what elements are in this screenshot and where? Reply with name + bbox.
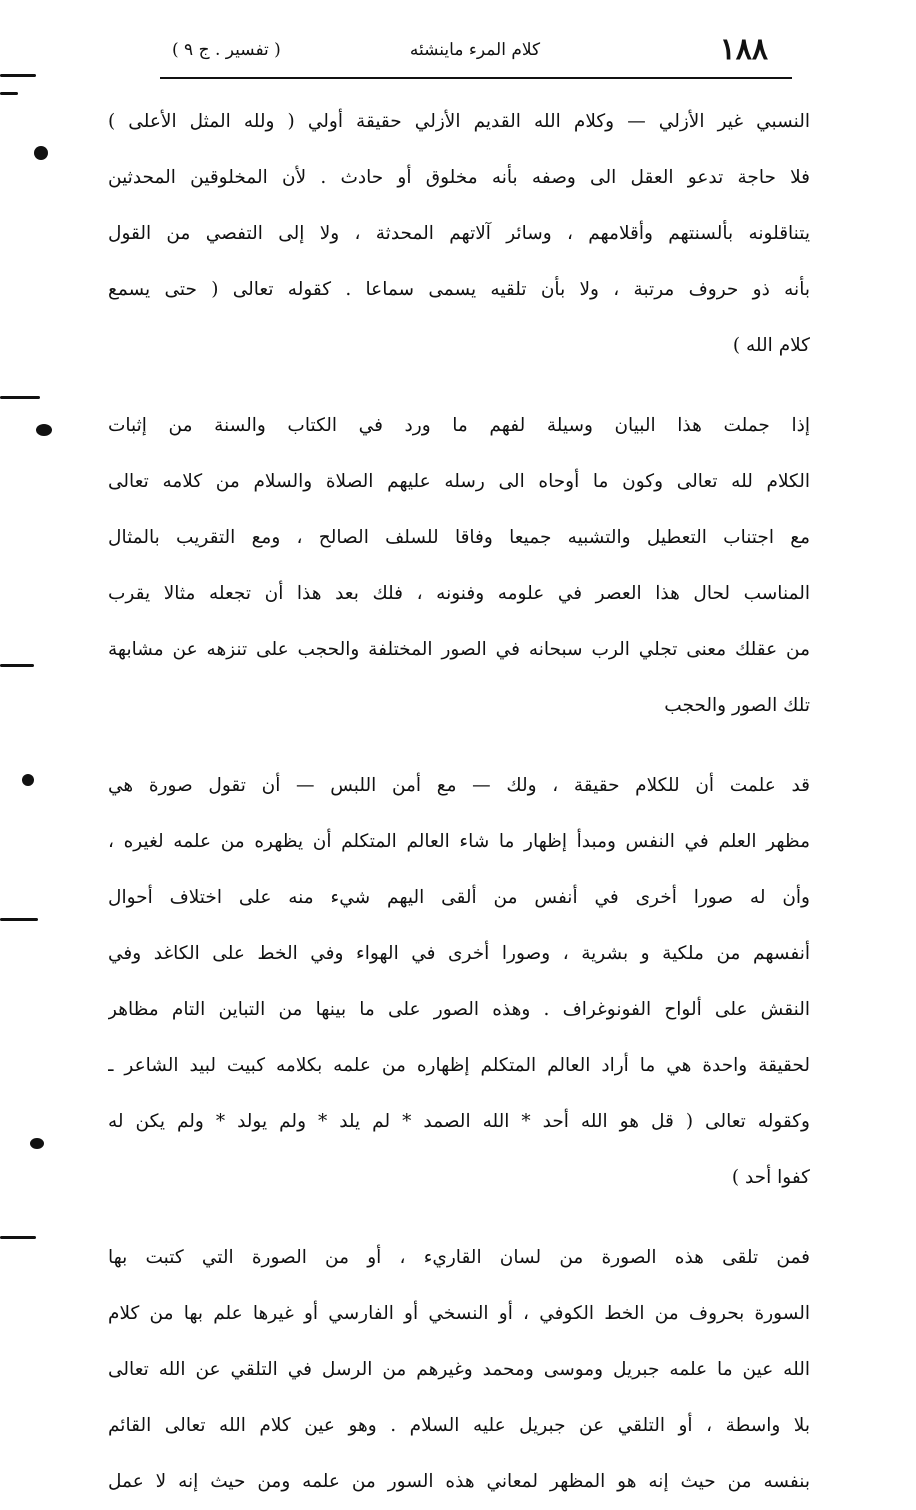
page-header bbox=[160, 32, 790, 76]
paragraph-2 bbox=[108, 398, 810, 734]
text-line: تلك الصور والحجب bbox=[664, 695, 810, 716]
text-line: الله عين ما علمه جبريل وموسى ومحمد وغيرهم من الرسل في التلقي عن الله تعالى bbox=[108, 1359, 810, 1380]
text-line: قد علمت أن للكلام حقيقة ، ولك — مع أمن اللبس — أن تقول صورة هي bbox=[108, 775, 810, 796]
text-line: مع اجتناب التعطيل والتشبيه جميعا وفاقا للسلف الصالح ، ومع التقريب بالمثال bbox=[108, 527, 810, 548]
text-line: يتناقلونه بألسنتهم وأقلامهم ، وسائر آلاتهم المحدثة ، ولا إلى التفصي من القول bbox=[108, 223, 810, 244]
running-title: كلام المرء ماينشئه bbox=[409, 40, 541, 60]
text-line: مظهر العلم في النفس ومبدأ إظهار ما شاء العالم المتكلم أن يظهره من علمه لغيره ، bbox=[108, 831, 810, 852]
text-line: كلام الله ) bbox=[732, 335, 810, 356]
text-line: فلا حاجة تدعو العقل الى وصفه بأنه مخلوق أو حادث . لأن المخلوقين المحدثين bbox=[108, 167, 810, 188]
scan-blot bbox=[22, 774, 34, 786]
text-line: أنفسهم من ملكية و بشرية ، وصورا أخرى في الهواء وفي الخط على الكاغد وفي bbox=[108, 943, 810, 964]
paragraph-4 bbox=[108, 1230, 810, 1510]
text-line: كفوا أحد ) bbox=[731, 1167, 810, 1188]
text-line: النقش على ألواح الفونوغراف . وهذه الصور على ما بينها من التباين التام مظاهر bbox=[108, 999, 810, 1020]
text-line: بنفسه من حيث إنه هو المظهر لمعاني هذه السور من علمه ومن حيث إنه لا عمل bbox=[108, 1471, 810, 1492]
page-number: ١٨٨ bbox=[719, 32, 768, 67]
binding-mark bbox=[0, 918, 38, 921]
binding-mark bbox=[0, 92, 18, 95]
scan-blot bbox=[34, 146, 48, 160]
binding-mark bbox=[0, 396, 40, 399]
text-line: النسبي غير الأزلي — وكلام الله القديم الأزلي حقيقة أولي ( ولله المثل الأعلى ) bbox=[108, 111, 810, 132]
page-body bbox=[108, 94, 810, 1510]
text-line: لحقيقة واحدة هي ما أراد العالم المتكلم إظهاره من علمه بكلامه كبيت لبيد الشاعر ـ bbox=[108, 1055, 810, 1076]
binding-mark bbox=[0, 74, 36, 77]
paragraph-3 bbox=[108, 758, 810, 1206]
text-line: المناسب لحال هذا العصر في علومه وفنونه ، فلك بعد هذا أن تجعله مثالا يقرب bbox=[108, 583, 810, 604]
binding-mark bbox=[0, 1236, 36, 1239]
text-line: السورة بحروف من الخط الكوفي ، أو النسخي أو الفارسي أو غيرها علم بها من كلام bbox=[108, 1303, 810, 1324]
text-line: وكقوله تعالى ( قل هو الله أحد * الله الصمد * لم يلد * ولم يولد * ولم يكن له bbox=[108, 1111, 810, 1132]
binding-mark bbox=[0, 664, 34, 667]
volume-reference: ( تفسير . ج ٩ ) bbox=[172, 40, 281, 60]
scan-blot bbox=[30, 1138, 44, 1149]
header-rule bbox=[160, 77, 792, 79]
text-line: بأنه ذو حروف مرتبة ، ولا بأن تلقيه يسمى سماعا . كقوله تعالى ( حتى يسمع bbox=[108, 279, 810, 300]
text-line: فمن تلقى هذه الصورة من لسان القاريء ، أو من الصورة التي كتبت بها bbox=[108, 1247, 810, 1268]
scan-blot bbox=[36, 424, 52, 436]
text-line: الكلام لله تعالى وكون ما أوحاه الى رسله عليهم الصلاة والسلام من كلامه تعالى bbox=[108, 471, 810, 492]
paragraph-1 bbox=[108, 94, 810, 374]
text-line: إذا جملت هذا البيان وسيلة لفهم ما ورد في الكتاب والسنة من إثبات bbox=[108, 415, 810, 436]
text-line: وأن له صورا أخرى في أنفس من ألقى اليهم شيء منه على اختلاف أحوال bbox=[108, 887, 810, 908]
text-line: من عقلك معنى تجلي الرب سبحانه في الصور المختلفة والحجب على تنزهه عن مشابهة bbox=[108, 639, 810, 660]
text-line: بلا واسطة ، أو التلقي عن جبريل عليه السلام . وهو عين كلام الله تعالى القائم bbox=[108, 1415, 810, 1436]
